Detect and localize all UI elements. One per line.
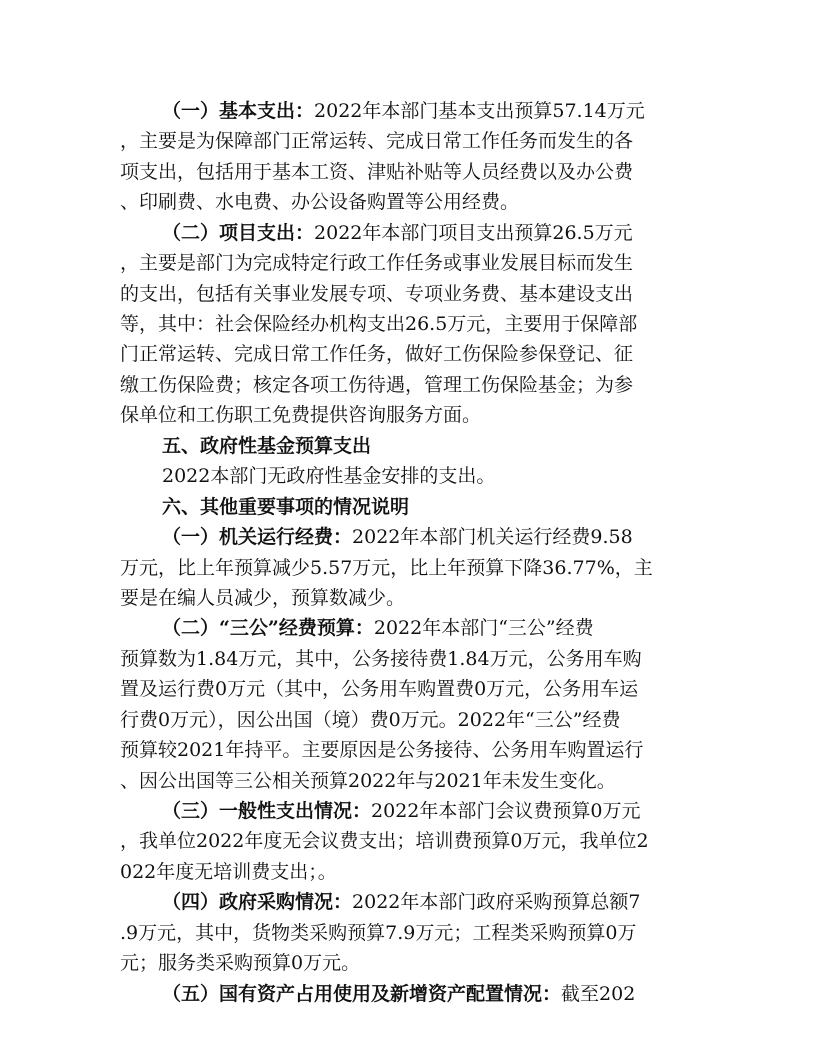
para-state-assets-line-1: （五）国有资产占用使用及新增资产配置情况：截至202	[162, 982, 636, 1005]
para-procurement-line-2: .9万元，其中，货物类采购预算7.9万元；工程类采购预算0万	[120, 921, 637, 944]
section-body-government-fund: 2022本部门无政府性基金安排的支出。	[162, 465, 496, 488]
para-three-public-line-4: 行费0万元），因公出国（境）费0万元。2022年“三公”经费	[120, 708, 621, 731]
para-project-expenditure-line-7: 保单位和工伤职工免费提供咨询服务方面。	[120, 404, 482, 427]
para-basic-expenditure-line-2: ，主要是为保障部门正常运转、完成日常工作任务而发生的各	[120, 130, 634, 153]
heading-state-assets: （五）国有资产占用使用及新增资产配置情况：	[162, 982, 562, 1005]
para-project-expenditure-line-4: 等，其中：社会保险经办机构支出26.5万元，主要用于保障部	[120, 313, 638, 336]
heading-procurement: （四）政府采购情况：	[162, 891, 353, 914]
heading-basic-expenditure: （一）基本支出：	[162, 100, 315, 122]
para-three-public-line-5: 预算较2021年持平。主要原因是公务接待、公务用车购置运行	[120, 739, 644, 762]
para-basic-expenditure-line-4: 、印刷费、水电费、办公设备购置等公用经费。	[120, 191, 520, 214]
para-procurement-line-1: （四）政府采购情况：2022年本部门政府采购预算总额7	[162, 891, 641, 914]
para-three-public-line-2: 预算数为1.84万元，其中，公务接待费1.84万元，公务用车购	[120, 647, 642, 670]
para-three-public-line-1: （二）“三公”经费预算：2022年本部门“三公”经费	[162, 617, 594, 640]
para-basic-expenditure-line-1: （一）基本支出：2022年本部门基本支出预算57.14万元	[162, 100, 645, 122]
heading-operating-funds: （一）机关运行经费：	[162, 526, 353, 549]
para-basic-expenditure-line-3: 项支出，包括用于基本工资、津贴补贴等人员经费以及办公费	[120, 160, 634, 183]
para-general-expenditure-line-3: 022年度无培训费支出；。	[120, 860, 337, 883]
para-three-public-line-3: 置及运行费0万元（其中，公务用车购置费0万元，公务用车运	[120, 678, 639, 701]
para-operating-funds-line-3: 要是在编人员减少，预算数减少。	[120, 586, 406, 609]
heading-three-public: （二）“三公”经费预算：	[162, 617, 374, 640]
para-three-public-line-6: 、因公出国等三公相关预算2022年与2021年未发生变化。	[120, 769, 616, 792]
para-project-expenditure-line-1: （二）项目支出：2022年本部门项目支出预算26.5万元	[162, 221, 633, 244]
section-title-government-fund: 五、政府性基金预算支出	[162, 434, 372, 457]
para-project-expenditure-line-2: ，主要是部门为完成特定行政工作任务或事业发展目标而发生	[120, 252, 634, 275]
heading-general-expenditure: （三）一般性支出情况：	[162, 799, 372, 822]
heading-project-expenditure: （二）项目支出：	[162, 221, 315, 244]
para-project-expenditure-line-3: 的支出，包括有关事业发展专项、专项业务费、基本建设支出	[120, 282, 634, 305]
para-operating-funds-line-1: （一）机关运行经费：2022年本部门机关运行经费9.58	[162, 526, 633, 549]
para-procurement-line-3: 元；服务类采购预算0万元。	[120, 952, 361, 975]
para-project-expenditure-line-5: 门正常运转、完成日常工作任务，做好工伤保险参保登记、征	[120, 343, 634, 366]
para-general-expenditure-line-1: （三）一般性支出情况：2022年本部门会议费预算0万元	[162, 799, 641, 822]
para-general-expenditure-line-2: ，我单位2022年度无会议费支出；培训费预算0万元，我单位2	[120, 830, 649, 853]
section-title-other-matters: 六、其他重要事项的情况说明	[162, 495, 410, 518]
para-operating-funds-line-2: 万元，比上年预算减少5.57万元，比上年预算下降36.77%，主	[120, 556, 653, 579]
para-project-expenditure-line-6: 缴工伤保险费；核定各项工伤待遇，管理工伤保险基金；为参	[120, 373, 634, 396]
